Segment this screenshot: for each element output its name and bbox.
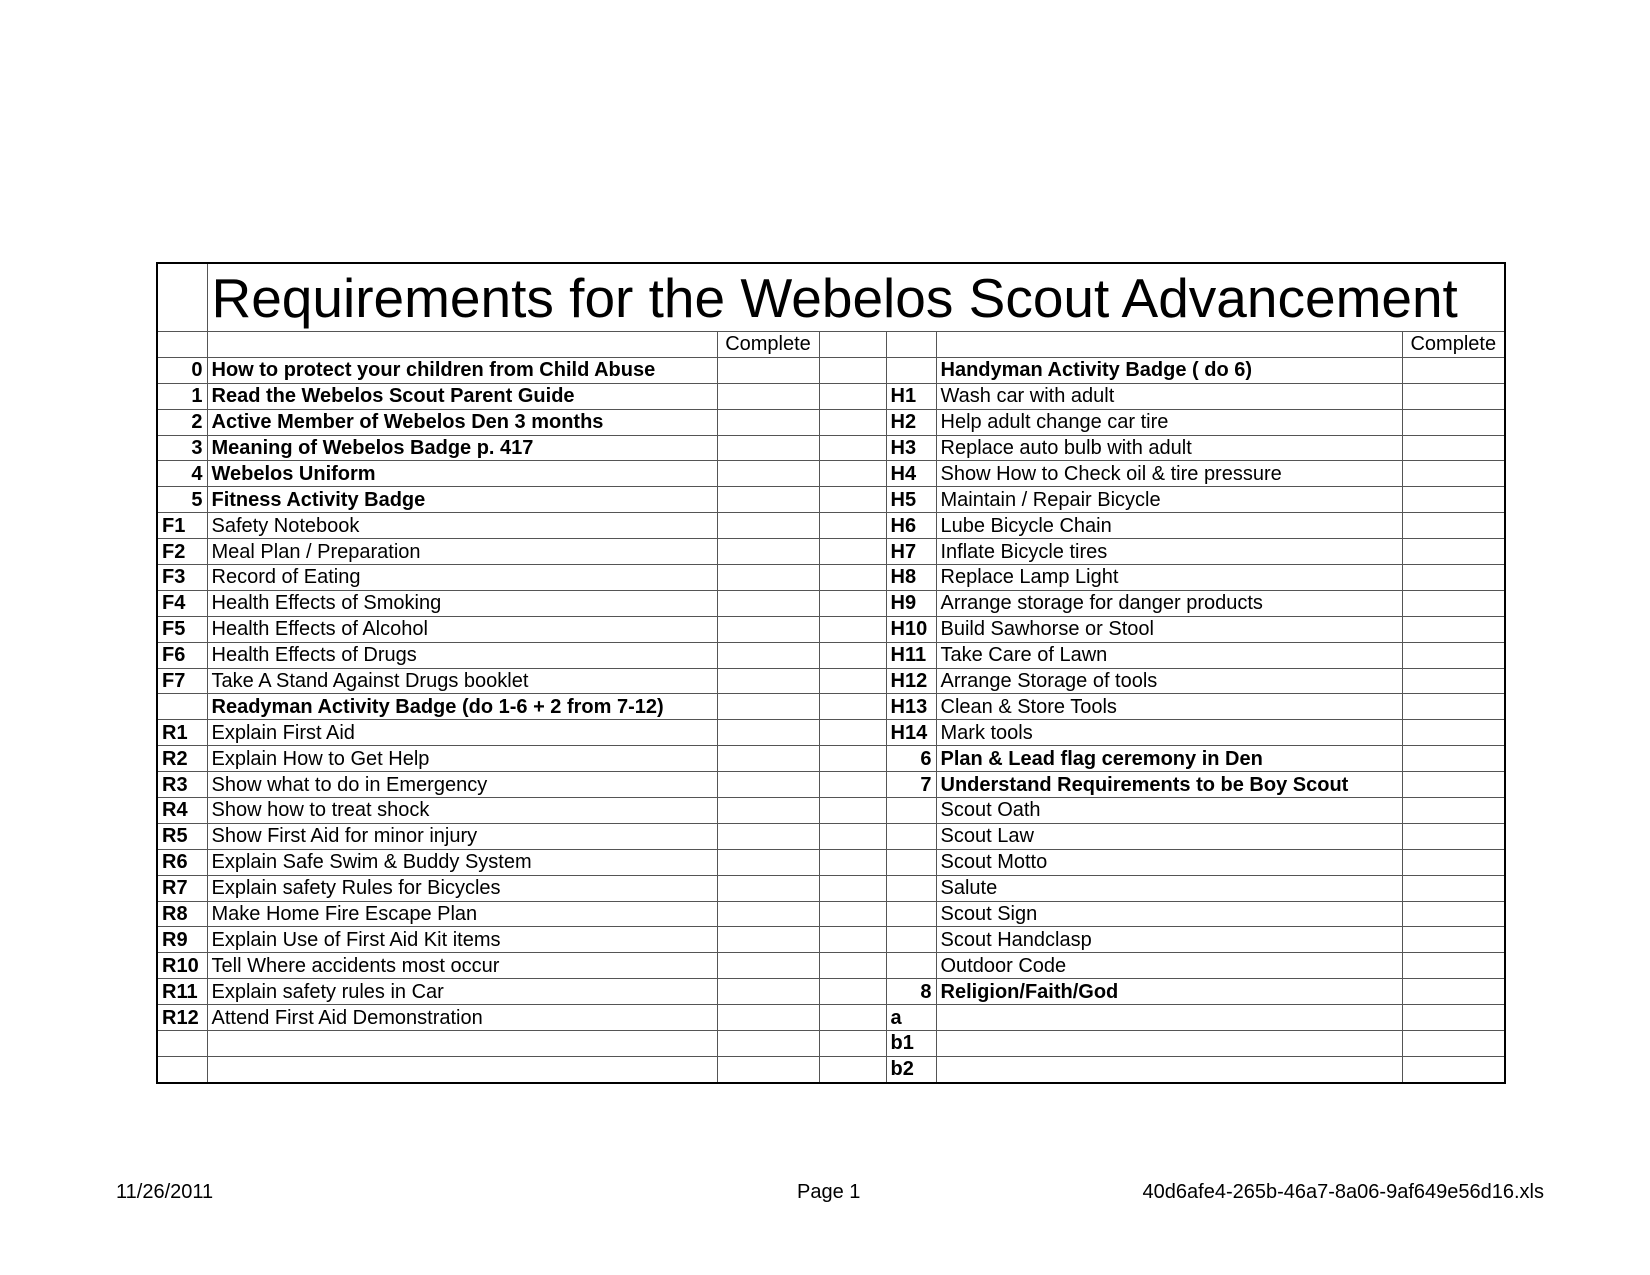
spacer-cell [819, 461, 886, 487]
left-complete-cell[interactable] [717, 1005, 819, 1031]
table-row [157, 487, 1505, 513]
right-requirement-text: Build Sawhorse or Stool [936, 616, 1402, 642]
right-requirement-code [886, 953, 936, 979]
right-complete-cell[interactable] [1402, 461, 1505, 487]
right-requirement-code: b1 [886, 1031, 936, 1057]
right-complete-cell[interactable] [1402, 590, 1505, 616]
right-requirement-code: H6 [886, 513, 936, 539]
spacer-cell [819, 435, 886, 461]
left-requirement-text: Show how to treat shock [207, 798, 717, 824]
spacer-cell [819, 1005, 886, 1031]
left-requirement-code [157, 1056, 207, 1082]
spacer-cell [819, 979, 886, 1005]
right-requirement-text [936, 1005, 1402, 1031]
right-requirement-code: H13 [886, 694, 936, 720]
spacer-cell [819, 487, 886, 513]
left-complete-cell[interactable] [717, 720, 819, 746]
left-complete-cell[interactable] [717, 901, 819, 927]
right-complete-cell[interactable] [1402, 979, 1505, 1005]
left-requirement-code: R9 [157, 927, 207, 953]
right-complete-cell[interactable] [1402, 513, 1505, 539]
left-requirement-code: R12 [157, 1005, 207, 1031]
right-requirement-text: Understand Requirements to be Boy Scout [936, 772, 1402, 798]
right-requirement-code: a [886, 1005, 936, 1031]
right-complete-cell[interactable] [1402, 383, 1505, 409]
right-complete-cell[interactable] [1402, 953, 1505, 979]
right-complete-cell[interactable] [1402, 435, 1505, 461]
right-complete-cell[interactable] [1402, 927, 1505, 953]
table-row [157, 720, 1505, 746]
right-requirement-text: Religion/Faith/God [936, 979, 1402, 1005]
right-complete-cell[interactable] [1402, 849, 1505, 875]
right-requirement-code: H11 [886, 642, 936, 668]
left-requirement-code: R5 [157, 823, 207, 849]
left-requirement-text: Health Effects of Drugs [207, 642, 717, 668]
footer-filename: 40d6afe4-265b-46a7-8a06-9af649e56d16.xls [1142, 1181, 1544, 1203]
right-requirement-text: Help adult change car tire [936, 409, 1402, 435]
right-complete-cell[interactable] [1402, 487, 1505, 513]
left-requirement-text: Explain Safe Swim & Buddy System [207, 849, 717, 875]
right-requirement-text: Show How to Check oil & tire pressure [936, 461, 1402, 487]
right-complete-cell[interactable] [1402, 1005, 1505, 1031]
table-row [157, 565, 1505, 591]
left-complete-cell[interactable] [717, 772, 819, 798]
left-requirement-code [157, 694, 207, 720]
left-complete-cell[interactable] [717, 435, 819, 461]
spacer-cell [819, 849, 886, 875]
spacer-cell [819, 590, 886, 616]
spacer-cell [819, 409, 886, 435]
left-complete-cell[interactable] [717, 875, 819, 901]
left-complete-cell[interactable] [717, 979, 819, 1005]
spacer-cell [819, 746, 886, 772]
right-requirement-text: Arrange storage for danger products [936, 590, 1402, 616]
right-requirement-code [886, 875, 936, 901]
right-complete-header: Complete [1402, 332, 1505, 358]
right-complete-cell[interactable] [1402, 823, 1505, 849]
left-requirement-text: Meal Plan / Preparation [207, 539, 717, 565]
left-requirement-text: Take A Stand Against Drugs booklet [207, 668, 717, 694]
spacer-cell [819, 1031, 886, 1057]
right-requirement-text: Handyman Activity Badge ( do 6) [936, 357, 1402, 383]
left-requirement-code: R10 [157, 953, 207, 979]
table-row [157, 668, 1505, 694]
left-complete-cell[interactable] [717, 513, 819, 539]
table-row [157, 616, 1505, 642]
left-requirement-text: Fitness Activity Badge [207, 487, 717, 513]
left-complete-cell[interactable] [717, 565, 819, 591]
right-requirement-text: Scout Oath [936, 798, 1402, 824]
left-requirement-text: Explain safety Rules for Bicycles [207, 875, 717, 901]
left-requirement-code: R6 [157, 849, 207, 875]
spacer-cell [819, 616, 886, 642]
left-requirement-text: Show what to do in Emergency [207, 772, 717, 798]
left-requirement-text: Attend First Aid Demonstration [207, 1005, 717, 1031]
right-requirement-code: H7 [886, 539, 936, 565]
right-requirement-code: 6 [886, 746, 936, 772]
right-requirement-code: H2 [886, 409, 936, 435]
left-requirement-code: F3 [157, 565, 207, 591]
left-complete-cell[interactable] [717, 1056, 819, 1082]
left-complete-cell[interactable] [717, 927, 819, 953]
right-requirement-text: Scout Sign [936, 901, 1402, 927]
right-complete-cell[interactable] [1402, 720, 1505, 746]
right-requirement-code [886, 823, 936, 849]
spacer-cell [819, 513, 886, 539]
spacer-cell [819, 1056, 886, 1082]
right-requirement-code [886, 901, 936, 927]
left-requirement-text: Record of Eating [207, 565, 717, 591]
left-requirement-code: F6 [157, 642, 207, 668]
right-complete-cell[interactable] [1402, 798, 1505, 824]
left-requirement-text: Readyman Activity Badge (do 1-6 + 2 from 7-12) [207, 694, 717, 720]
right-complete-cell[interactable] [1402, 746, 1505, 772]
left-requirement-text: How to protect your children from Child Abuse [207, 357, 717, 383]
right-complete-cell[interactable] [1402, 539, 1505, 565]
right-complete-cell[interactable] [1402, 694, 1505, 720]
spacer-cell [819, 927, 886, 953]
left-complete-header: Complete [717, 332, 819, 358]
spacer-cell [819, 383, 886, 409]
right-complete-cell[interactable] [1402, 357, 1505, 383]
left-requirement-text: Health Effects of Smoking [207, 590, 717, 616]
spacer-cell [819, 694, 886, 720]
table-row [157, 927, 1505, 953]
left-complete-cell[interactable] [717, 383, 819, 409]
right-requirement-text [936, 1056, 1402, 1082]
left-requirement-text: Read the Webelos Scout Parent Guide [207, 383, 717, 409]
table-row [157, 1056, 1505, 1082]
left-complete-cell[interactable] [717, 798, 819, 824]
spacer-cell [819, 720, 886, 746]
right-requirement-text [936, 1031, 1402, 1057]
left-requirement-code: 3 [157, 435, 207, 461]
right-requirement-code [886, 357, 936, 383]
left-complete-cell[interactable] [717, 590, 819, 616]
header-cell [886, 332, 936, 358]
right-requirement-code: b2 [886, 1056, 936, 1082]
header-row [157, 332, 1505, 358]
left-requirement-code: F4 [157, 590, 207, 616]
left-complete-cell[interactable] [717, 694, 819, 720]
spacer-cell [819, 823, 886, 849]
table-row [157, 435, 1505, 461]
header-cell [936, 332, 1402, 358]
right-requirement-code: H14 [886, 720, 936, 746]
right-requirement-code: H1 [886, 383, 936, 409]
table-row [157, 539, 1505, 565]
left-requirement-code: F7 [157, 668, 207, 694]
right-requirement-code: H8 [886, 565, 936, 591]
table-row [157, 823, 1505, 849]
spacer-cell [819, 668, 886, 694]
table-row [157, 849, 1505, 875]
right-requirement-text: Plan & Lead flag ceremony in Den [936, 746, 1402, 772]
right-requirement-code: H5 [886, 487, 936, 513]
left-requirement-code: R4 [157, 798, 207, 824]
left-requirement-code: R1 [157, 720, 207, 746]
table-row [157, 1005, 1505, 1031]
right-complete-cell[interactable] [1402, 616, 1505, 642]
title-row [157, 263, 1505, 332]
left-complete-cell[interactable] [717, 746, 819, 772]
right-requirement-code: H10 [886, 616, 936, 642]
right-requirement-text: Lube Bicycle Chain [936, 513, 1402, 539]
right-requirement-text: Scout Motto [936, 849, 1402, 875]
right-complete-cell[interactable] [1402, 772, 1505, 798]
right-complete-cell[interactable] [1402, 668, 1505, 694]
right-requirement-text: Scout Handclasp [936, 927, 1402, 953]
right-requirement-code: 8 [886, 979, 936, 1005]
left-complete-cell[interactable] [717, 461, 819, 487]
right-requirement-code: H9 [886, 590, 936, 616]
right-requirement-code [886, 798, 936, 824]
requirements-table [156, 262, 1506, 1084]
table-row [157, 798, 1505, 824]
left-requirement-text: Webelos Uniform [207, 461, 717, 487]
right-requirement-code: 7 [886, 772, 936, 798]
table-row [157, 461, 1505, 487]
right-complete-cell[interactable] [1402, 1031, 1505, 1057]
footer-date: 11/26/2011 [116, 1181, 214, 1203]
table-row [157, 979, 1505, 1005]
right-requirement-text: Wash car with adult [936, 383, 1402, 409]
right-complete-cell[interactable] [1402, 1056, 1505, 1082]
left-requirement-code: F1 [157, 513, 207, 539]
header-cell [819, 332, 886, 358]
left-requirement-text [207, 1031, 717, 1057]
right-complete-cell[interactable] [1402, 642, 1505, 668]
left-requirement-text: Explain First Aid [207, 720, 717, 746]
right-requirement-text: Arrange Storage of tools [936, 668, 1402, 694]
table-row [157, 383, 1505, 409]
right-requirement-text: Mark tools [936, 720, 1402, 746]
right-requirement-text: Maintain / Repair Bicycle [936, 487, 1402, 513]
spacer-cell [819, 357, 886, 383]
left-requirement-text: Active Member of Webelos Den 3 months [207, 409, 717, 435]
left-complete-cell[interactable] [717, 823, 819, 849]
left-requirement-text: Safety Notebook [207, 513, 717, 539]
right-requirement-text: Scout Law [936, 823, 1402, 849]
right-complete-cell[interactable] [1402, 901, 1505, 927]
left-requirement-code: R7 [157, 875, 207, 901]
left-requirement-code: R8 [157, 901, 207, 927]
left-requirement-text: Tell Where accidents most occur [207, 953, 717, 979]
spacer-cell [819, 565, 886, 591]
table-row [157, 746, 1505, 772]
table-row [157, 1031, 1505, 1057]
left-requirement-text: Show First Aid for minor injury [207, 823, 717, 849]
spacer-cell [819, 901, 886, 927]
table-row [157, 409, 1505, 435]
right-requirement-text: Inflate Bicycle tires [936, 539, 1402, 565]
right-requirement-text: Replace auto bulb with adult [936, 435, 1402, 461]
table-row [157, 875, 1505, 901]
spacer-cell [819, 875, 886, 901]
right-requirement-text: Salute [936, 875, 1402, 901]
right-requirement-code: H3 [886, 435, 936, 461]
spacer-cell [819, 539, 886, 565]
left-complete-cell[interactable] [717, 616, 819, 642]
left-requirement-code: F5 [157, 616, 207, 642]
right-requirement-text: Clean & Store Tools [936, 694, 1402, 720]
right-requirement-code [886, 849, 936, 875]
spacer-cell [819, 772, 886, 798]
left-requirement-code: 1 [157, 383, 207, 409]
right-requirement-code: H12 [886, 668, 936, 694]
left-requirement-code: R3 [157, 772, 207, 798]
left-requirement-code: R11 [157, 979, 207, 1005]
header-cell [157, 332, 207, 358]
right-requirement-text: Replace Lamp Light [936, 565, 1402, 591]
left-requirement-text: Explain Use of First Aid Kit items [207, 927, 717, 953]
right-complete-cell[interactable] [1402, 565, 1505, 591]
right-complete-cell[interactable] [1402, 409, 1505, 435]
header-cell [207, 332, 717, 358]
left-requirement-code: 2 [157, 409, 207, 435]
table-row [157, 772, 1505, 798]
left-requirement-text: Meaning of Webelos Badge p. 417 [207, 435, 717, 461]
left-requirement-code: 0 [157, 357, 207, 383]
left-complete-cell[interactable] [717, 668, 819, 694]
right-requirement-code: H4 [886, 461, 936, 487]
left-complete-cell[interactable] [717, 357, 819, 383]
left-requirement-code: R2 [157, 746, 207, 772]
spacer-cell [819, 642, 886, 668]
table-row [157, 357, 1505, 383]
page-title: Requirements for the Webelos Scout Advancement [207, 263, 1505, 332]
left-complete-cell[interactable] [717, 539, 819, 565]
table-row [157, 694, 1505, 720]
title-code-cell [157, 263, 207, 332]
right-requirement-code [886, 927, 936, 953]
left-requirement-text: Make Home Fire Escape Plan [207, 901, 717, 927]
footer-page-number: Page 1 [797, 1181, 861, 1203]
left-requirement-code: 5 [157, 487, 207, 513]
table-row [157, 513, 1505, 539]
left-complete-cell[interactable] [717, 849, 819, 875]
left-requirement-text: Explain safety rules in Car [207, 979, 717, 1005]
left-complete-cell[interactable] [717, 953, 819, 979]
left-requirement-text [207, 1056, 717, 1082]
spacer-cell [819, 798, 886, 824]
table-row [157, 590, 1505, 616]
right-requirement-text: Take Care of Lawn [936, 642, 1402, 668]
left-requirement-code: 4 [157, 461, 207, 487]
left-complete-cell[interactable] [717, 1031, 819, 1057]
right-complete-cell[interactable] [1402, 875, 1505, 901]
left-requirement-code [157, 1031, 207, 1057]
left-requirement-text: Health Effects of Alcohol [207, 616, 717, 642]
left-requirement-text: Explain How to Get Help [207, 746, 717, 772]
table-row [157, 642, 1505, 668]
table-row [157, 953, 1505, 979]
left-complete-cell[interactable] [717, 409, 819, 435]
right-requirement-text: Outdoor Code [936, 953, 1402, 979]
table-row [157, 901, 1505, 927]
spacer-cell [819, 953, 886, 979]
left-requirement-code: F2 [157, 539, 207, 565]
left-complete-cell[interactable] [717, 642, 819, 668]
left-complete-cell[interactable] [717, 487, 819, 513]
